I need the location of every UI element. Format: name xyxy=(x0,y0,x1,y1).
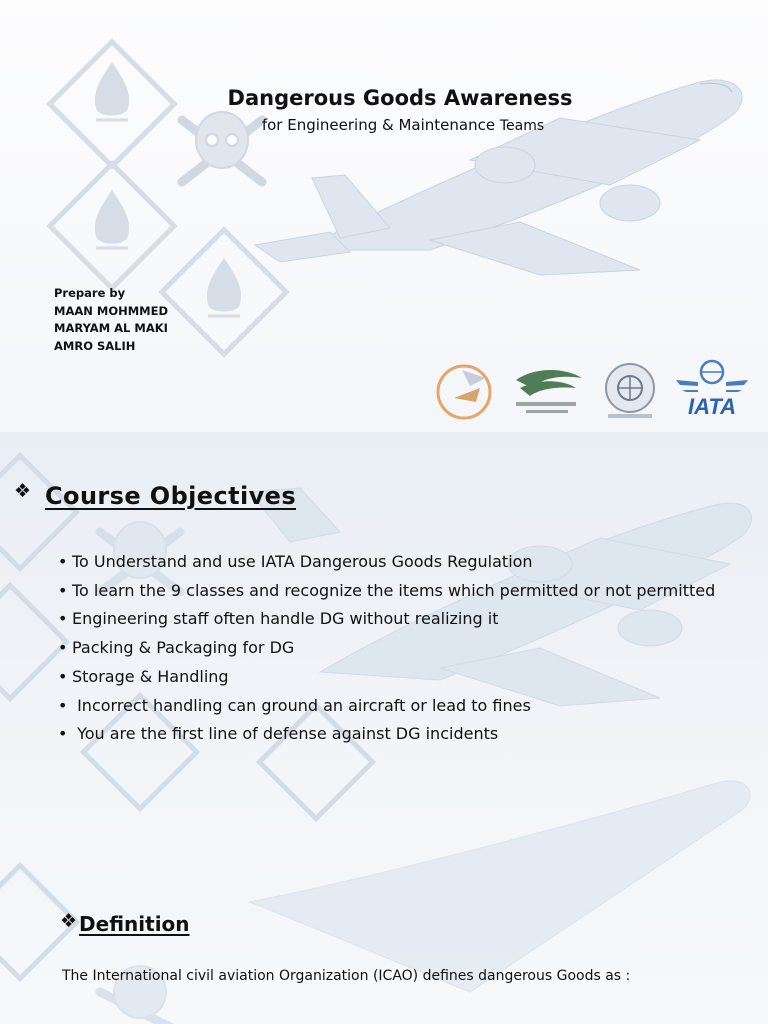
subtitle-main: for Engineering & Maintenance xyxy=(261,116,496,134)
bullet-dot: • xyxy=(58,609,68,629)
objective-text: You are the first line of defense against DG incidents xyxy=(72,724,499,744)
objective-text: Storage & Handling xyxy=(72,666,229,686)
bullet-dot: • xyxy=(58,552,68,571)
definition-heading: Definition xyxy=(79,912,190,936)
iraqi-airways-logo xyxy=(516,370,582,413)
iata-logo xyxy=(676,361,748,419)
list-item xyxy=(58,548,715,577)
partner-logos xyxy=(436,358,756,422)
subtitle-suffix: Teams xyxy=(499,118,545,134)
slide-title: Dangerous Goods Awareness xyxy=(227,86,573,110)
objectives-slide xyxy=(0,432,768,1024)
iata-logo-text: IATA xyxy=(687,394,737,419)
list-item xyxy=(58,577,715,606)
icao-logo xyxy=(606,364,654,418)
bullet-dot: • xyxy=(58,695,68,715)
bullet-dot: • xyxy=(58,638,68,658)
diamond-bullet-icon: ❖ xyxy=(60,910,78,932)
slide-subtitle xyxy=(0,116,768,134)
bullet-dot: • xyxy=(58,666,68,686)
diamond-bullet-icon: ❖ xyxy=(14,480,32,502)
list-item xyxy=(58,692,715,721)
objectives-list xyxy=(58,548,715,749)
objective-text: To learn the 9 classes and recognize the items which permitted or not permitted xyxy=(72,580,716,600)
author-name: MAAN MOHMMED xyxy=(54,303,169,318)
list-item xyxy=(58,663,715,692)
prepared-by-label: Prepare by xyxy=(54,286,126,300)
list-item xyxy=(58,720,715,749)
iraqi-civil-aviation-logo xyxy=(438,366,490,418)
author-name: AMRO SALIH xyxy=(54,338,136,353)
author-name: MARYAM AL MAKI xyxy=(54,321,168,335)
flammable-diamond-icon xyxy=(50,164,174,288)
course-objectives-header xyxy=(14,482,296,510)
definition-header xyxy=(60,912,190,936)
icao-definition-intro: The International civil aviation Organization (ICAO) defines dangerous Goods as : xyxy=(62,968,631,984)
bullet-dot: • xyxy=(58,580,68,600)
objective-text: Packing & Packaging for DG xyxy=(72,638,295,658)
bullet-dot: • xyxy=(58,724,68,744)
objective-text: Engineering staff often handle DG without realizing it xyxy=(72,609,499,629)
authors-block xyxy=(54,285,168,355)
objective-text: To Understand and use IATA Dangerous Goods Regulation xyxy=(72,552,533,571)
list-item xyxy=(58,605,715,634)
title-slide xyxy=(0,0,768,432)
course-objectives-heading: Course Objectives xyxy=(45,482,297,510)
list-item xyxy=(58,634,715,663)
objective-text: Incorrect handling can ground an aircraft or lead to fines xyxy=(72,695,531,715)
